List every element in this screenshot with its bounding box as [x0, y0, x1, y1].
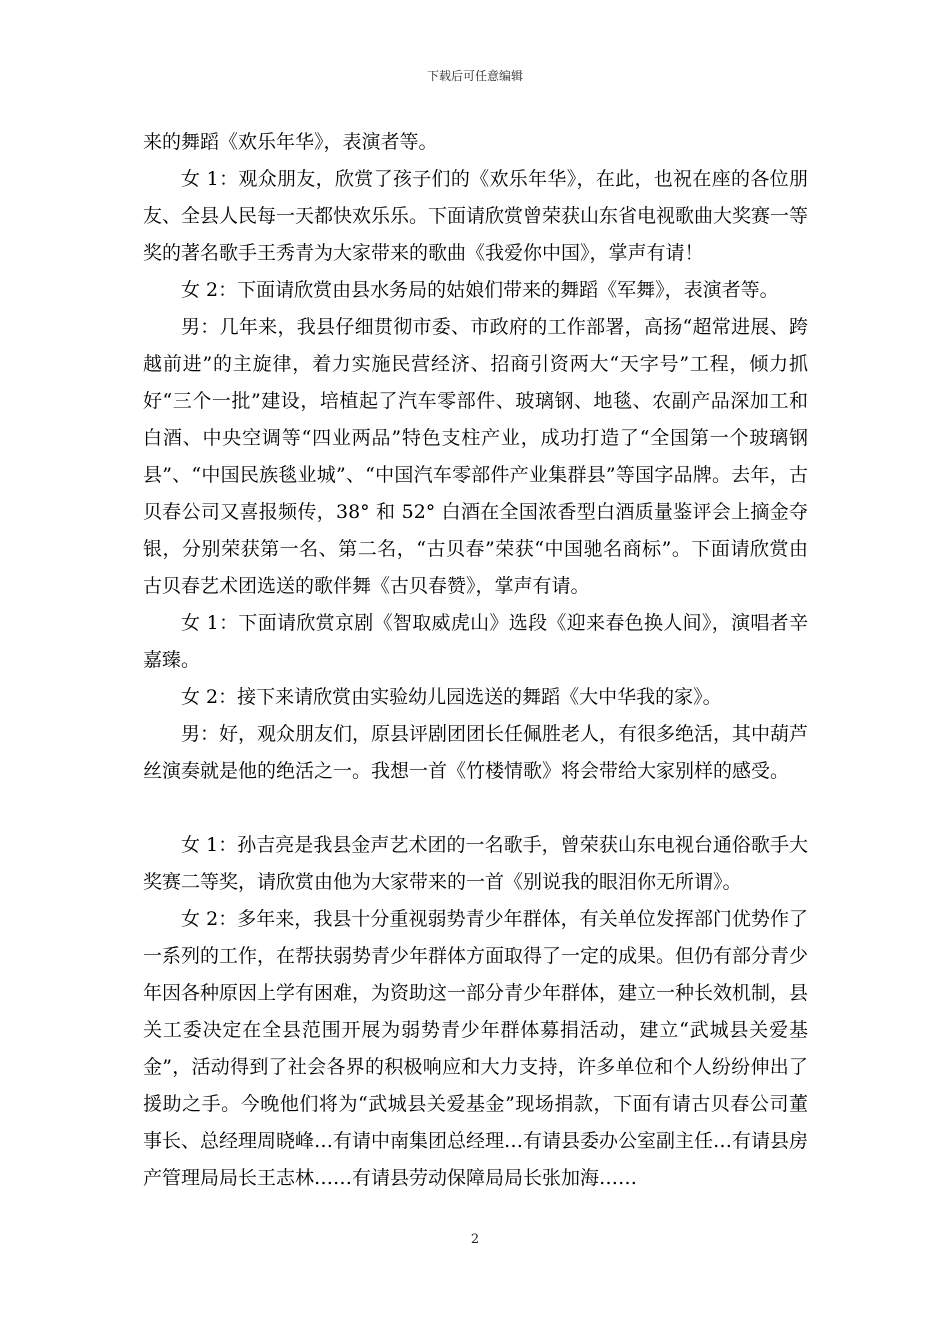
paragraph-7: 男：好，观众朋友们，原县评剧团团长任佩胜老人，有很多绝活，其中葫芦丝演奏就是他的绝活之一。我想一首《竹楼情歌》将会带给大家别样的感受。	[143, 723, 809, 782]
document-body	[143, 124, 808, 1197]
paragraph-5: 女 1：下面请欣赏京剧《智取威虎山》选段《迎来春色换人间》，演唱者辛嘉臻。	[143, 612, 808, 671]
page-number: 2	[470, 1232, 480, 1247]
paragraph-4: 男：几年来，我县仔细贯彻市委、市政府的工作部署，高扬“超常进展、跨越前进”的主旋律，着力实施民营经济、招商引资两大“天字号”工程，倾力抓好“三个一批”建设，培植起了汽车零部件、玻璃钢、地毯、农副产品深加工和白酒、中央空调等“四业两品”特色支柱产业，成功打造了“全国第一个玻璃钢县”、“中国民族毯业城”、“中国汽车零部件产业集群县”等国字品牌。去年，古贝春公司又喜报频传，38° 和 52° 白酒在全国浓香型白酒质量鉴评会上摘金夺银，分别荣获第一名、第二名，“古贝春”荣获“中国驰名商标”。下面请欣赏由古贝春艺术团选送的歌伴舞《古贝春赞》，掌声有请。	[143, 316, 808, 597]
paragraph-9: 女 2：多年来，我县十分重视弱势青少年群体，有关单位发挥部门优势作了一系列的工作，在帮扶弱势青少年群体方面取得了一定的成果。但仍有部分青少年因各种原因上学有困难，为资助这一部分青少年群体，建立一种长效机制，县关工委决定在全县范围开展为弱势青少年群体募捐活动，建立“武城县关爱基金”，活动得到了社会各界的积极响应和大力支持，许多单位和个人纷纷伸出了援助之手。今晚他们将为“武城县关爱基金”现场捐款，下面有请古贝春公司董事长、总经理周晓峰…有请中南集团总经理…有请县委办公室副主任…有请县房产管理局局长王志林……有请县劳动保障局局长张加海……	[143, 908, 809, 1189]
page-header: 下载后可任意编辑	[426, 69, 523, 83]
paragraph-1: 来的舞蹈《欢乐年华》，表演者等。	[143, 131, 438, 153]
paragraph-3: 女 2：下面请欣赏由县水务局的姑娘们带来的舞蹈《军舞》，表演者等。	[181, 279, 779, 301]
paragraph-6: 女 2：接下来请欣赏由实验幼儿园选送的舞蹈《大中华我的家》。	[181, 686, 722, 708]
paragraph-2: 女 1：观众朋友，欣赏了孩子们的《欢乐年华》，在此，也祝在座的各位朋友、全县人民每一天都快欢乐乐。下面请欣赏曾荣获山东省电视歌曲大奖赛一等奖的著名歌手王秀青为大家带来的歌曲《我爱你中国》，掌声有请！	[143, 168, 809, 264]
paragraph-8: 女 1：孙吉亮是我县金声艺术团的一名歌手，曾荣获山东电视台通俗歌手大奖赛二等奖，请欣赏由他为大家带来的一首《别说我的眼泪你无所谓》。	[143, 834, 808, 893]
